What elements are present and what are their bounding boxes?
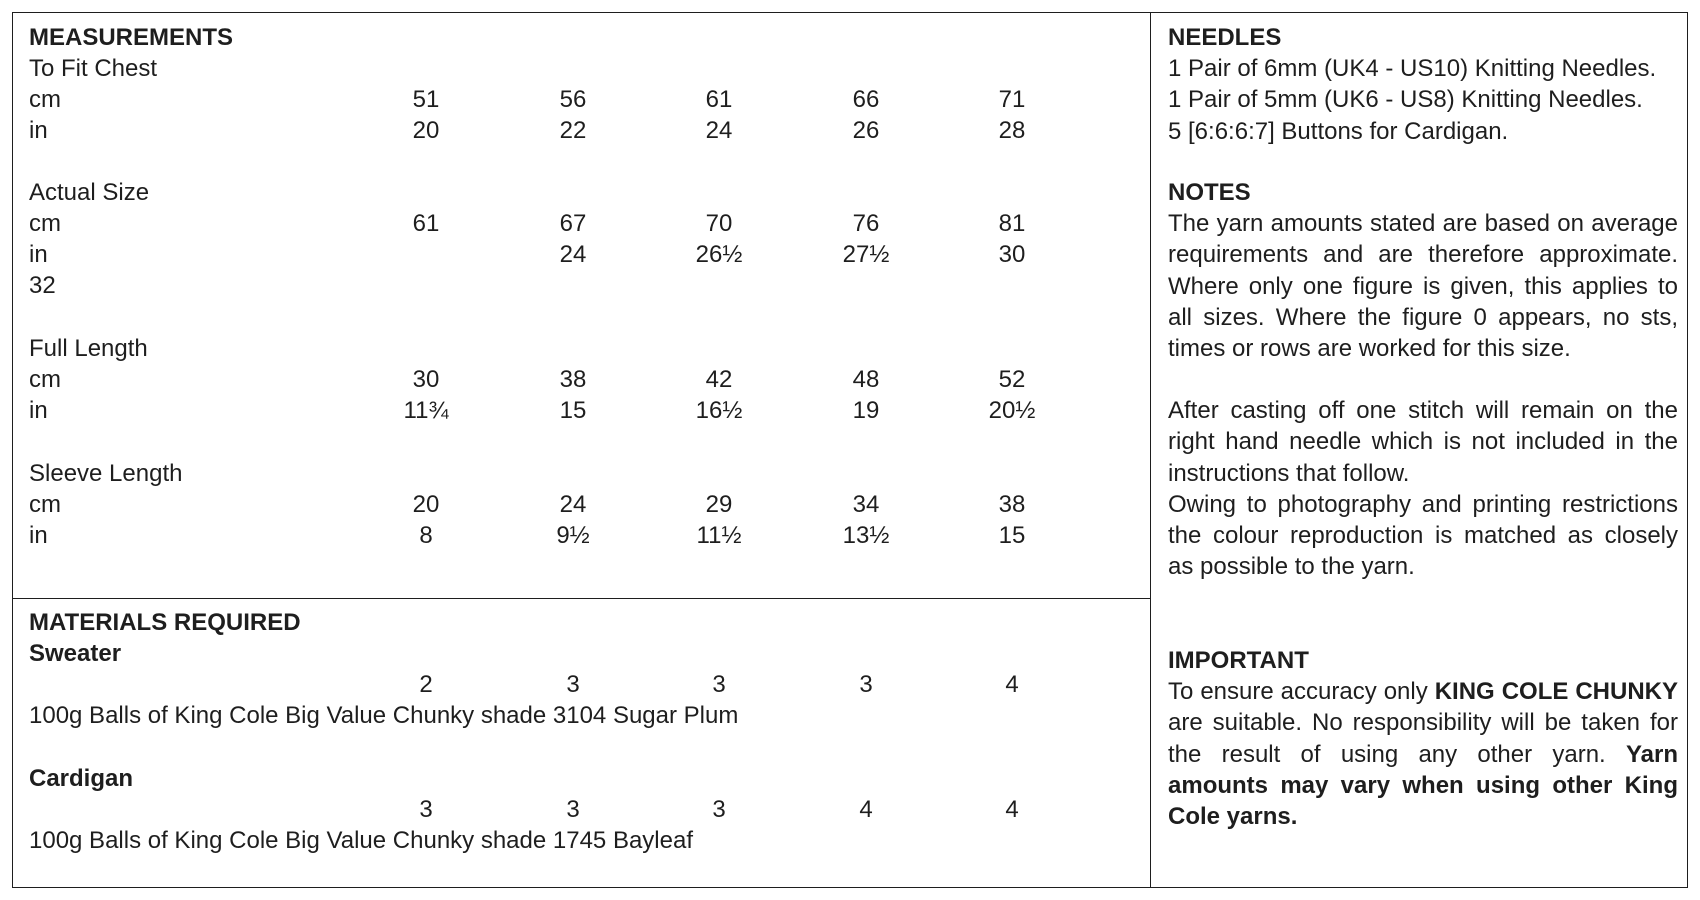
brand-name: KING COLE CHUNKY <box>1434 678 1679 706</box>
actual-size-cm-1: 61 <box>412 210 440 237</box>
full-length-in-1: 11¾ <box>403 397 449 424</box>
sweater-balls-4: 3 <box>859 671 873 698</box>
sweater-balls-5: 4 <box>1005 671 1019 698</box>
actual-size-cm-label: cm <box>29 210 61 237</box>
full-length-cm-3: 42 <box>705 366 733 393</box>
needles-heading: NEEDLES <box>1168 24 1282 51</box>
materials-heading: MATERIALS REQUIRED <box>29 609 301 636</box>
to-fit-chest-in-3: 24 <box>705 117 733 144</box>
to-fit-chest-in-label: in <box>29 117 48 144</box>
actual-size-cm-5: 81 <box>998 210 1026 237</box>
important-section <box>1168 645 1678 832</box>
full-length-cm-5: 52 <box>998 366 1026 393</box>
sleeve-length-cm-1: 20 <box>412 491 440 518</box>
sleeve-length-cm-4: 34 <box>852 491 880 518</box>
to-fit-chest-in-4: 26 <box>852 117 880 144</box>
sweater-balls-3: 3 <box>712 671 726 698</box>
actual-size-cm-3: 70 <box>705 210 733 237</box>
cardigan-label: Cardigan <box>29 765 134 792</box>
full-length-in-label: in <box>29 397 48 424</box>
sweater-label: Sweater <box>29 640 122 667</box>
to-fit-chest-cm-label: cm <box>29 86 61 113</box>
notes-paragraph-1: The yarn amounts stated are based on average requirements and are therefore approximate. Where only one figure is given, this applies to all sizes. Where the figure 0 appears, no sts, times or rows are worked for this size. <box>1168 210 1678 363</box>
actual-size-in-extra: 32 <box>29 272 56 299</box>
needles-section <box>1168 22 1678 147</box>
notes-heading: NOTES <box>1168 179 1251 206</box>
full-length-cm-2: 38 <box>559 366 587 393</box>
to-fit-chest-cm-3: 61 <box>705 86 733 113</box>
sleeve-length-in-label: in <box>29 522 48 549</box>
sleeve-length-cm-2: 24 <box>559 491 587 518</box>
to-fit-chest-label: To Fit Chest <box>29 55 158 82</box>
cardigan-yarn-description: 100g Balls of King Cole Big Value Chunky shade 1745 Bayleaf <box>29 827 693 854</box>
actual-size-in-4: 27½ <box>842 241 890 268</box>
to-fit-chest-in-1: 20 <box>412 117 440 144</box>
full-length-cm-4: 48 <box>852 366 880 393</box>
full-length-in-4: 19 <box>852 397 880 424</box>
sleeve-length-label: Sleeve Length <box>29 460 183 487</box>
sweater-balls-2: 3 <box>566 671 580 698</box>
to-fit-chest-cm-1: 51 <box>412 86 440 113</box>
full-length-in-5: 20½ <box>988 397 1036 424</box>
sleeve-length-in-3: 11½ <box>696 522 742 549</box>
sleeve-length-cm-3: 29 <box>705 491 733 518</box>
full-length-in-3: 16½ <box>695 397 743 424</box>
section-divider <box>12 598 1150 599</box>
column-divider <box>1150 12 1151 888</box>
sleeve-length-cm-label: cm <box>29 491 61 518</box>
important-heading: IMPORTANT <box>1168 647 1309 674</box>
actual-size-cm-4: 76 <box>852 210 880 237</box>
important-text-after: are suitable. No responsibility will be taken for the result of using any other yarn. <box>1168 709 1678 768</box>
sleeve-length-in-1: 8 <box>419 522 433 549</box>
sleeve-length-in-5: 15 <box>998 522 1026 549</box>
to-fit-chest-in-2: 22 <box>559 117 587 144</box>
sleeve-length-cm-5: 38 <box>998 491 1026 518</box>
sleeve-length-in-4: 13½ <box>842 522 890 549</box>
buttons-line: 5 [6:6:6:7] Buttons for Cardigan. <box>1168 117 1509 145</box>
cardigan-balls-2: 3 <box>566 796 580 823</box>
full-length-in-2: 15 <box>559 397 587 424</box>
cardigan-balls-1: 3 <box>419 796 433 823</box>
needles-line-2: 1 Pair of 5mm (UK6 - US8) Knitting Needles. <box>1168 86 1643 114</box>
notes-section <box>1168 177 1678 582</box>
full-length-cm-label: cm <box>29 366 61 393</box>
actual-size-cm-2: 67 <box>559 210 587 237</box>
sleeve-length-in-2: 9½ <box>556 522 590 549</box>
important-text-before: To ensure accuracy only <box>1168 678 1435 706</box>
measurements-heading: MEASUREMENTS <box>29 24 234 51</box>
full-length-label: Full Length <box>29 335 148 362</box>
cardigan-balls-3: 3 <box>712 796 726 823</box>
to-fit-chest-in-5: 28 <box>998 117 1026 144</box>
to-fit-chest-cm-2: 56 <box>559 86 587 113</box>
cardigan-balls-4: 4 <box>859 796 873 823</box>
to-fit-chest-cm-5: 71 <box>998 86 1026 113</box>
notes-paragraph-2: After casting off one stitch will remain on the right hand needle which is not included in the instructions that follow. <box>1168 397 1678 487</box>
notes-paragraph-3: Owing to photography and printing restrictions the colour reproduction is matched as closely as possible to the yarn. <box>1168 490 1678 581</box>
sweater-balls-1: 2 <box>419 671 433 698</box>
needles-line-1: 1 Pair of 6mm (UK4 - US10) Knitting Needles. <box>1168 55 1657 83</box>
actual-size-in-label: in <box>29 241 48 268</box>
actual-size-in-5: 30 <box>998 241 1026 268</box>
important-text <box>1168 676 1678 832</box>
cardigan-balls-5: 4 <box>1005 796 1019 823</box>
sweater-yarn-description: 100g Balls of King Cole Big Value Chunky shade 3104 Sugar Plum <box>29 702 739 729</box>
actual-size-in-2: 24 <box>559 241 587 268</box>
to-fit-chest-cm-4: 66 <box>852 86 880 113</box>
actual-size-label: Actual Size <box>29 179 150 206</box>
actual-size-in-3: 26½ <box>695 241 743 268</box>
yarn-warning: Yarn amounts may vary when using other King Cole yarns. <box>1168 740 1678 831</box>
full-length-cm-1: 30 <box>412 366 440 393</box>
